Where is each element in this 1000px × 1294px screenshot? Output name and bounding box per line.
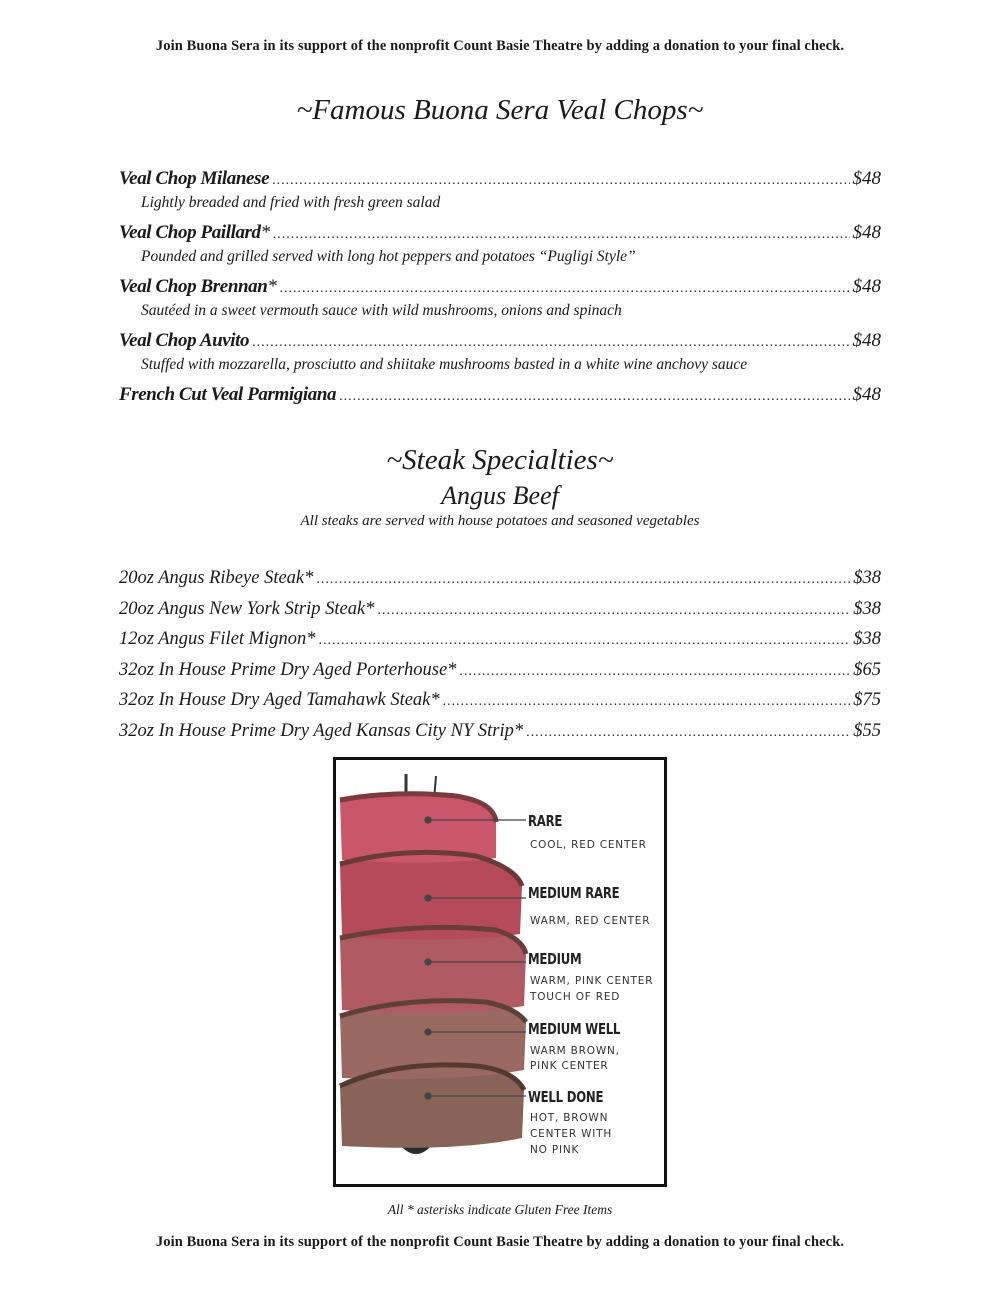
item-price: $48 — [852, 276, 881, 297]
item-name: Veal Chop Auvito — [119, 330, 250, 351]
item-description: Pounded and grilled served with long hot peppers and potatoes “Pugligi Style” — [141, 248, 636, 265]
doneness-desc-medium-well-2: PINK CENTER — [530, 1060, 609, 1072]
veal-section-title: ~Famous Buona Sera Veal Chops~ — [296, 94, 704, 126]
menu-item-veal-brennan — [119, 276, 881, 298]
donation-notice-top: Join Buona Sera in its support of the nonprofit Count Basie Theatre by adding a donation to your final check. — [155, 38, 845, 54]
gluten-free-asterisk: * — [260, 222, 270, 243]
doneness-desc-rare: COOL, RED CENTER — [530, 839, 647, 851]
steak-slices-illustration — [336, 760, 664, 1184]
dot-leader — [280, 281, 850, 297]
item-price: $48 — [852, 384, 881, 405]
steak-section-title: ~Steak Specialties~ — [386, 444, 614, 476]
doneness-label-well-done: WELL DONE — [528, 1088, 604, 1106]
doneness-desc-medium-rare: WARM, RED CENTER — [530, 915, 651, 927]
item-name: 32oz In House Prime Dry Aged Porterhouse* — [119, 660, 457, 680]
item-price: $38 — [853, 629, 881, 649]
donation-notice-bottom: Join Buona Sera in its support of the nonprofit Count Basie Theatre by adding a donation to your final check. — [155, 1234, 845, 1250]
steak-section-note: All steaks are served with house potatoes and seasoned vegetables — [300, 513, 700, 529]
doneness-label-medium: MEDIUM — [528, 950, 582, 968]
item-name: Veal Chop Brennan — [119, 276, 268, 297]
doneness-desc-medium-2: TOUCH OF RED — [530, 991, 621, 1003]
doneness-desc-medium-1: WARM, PINK CENTER — [530, 975, 654, 987]
item-name: Veal Chop Paillard — [119, 222, 261, 243]
dot-leader — [272, 173, 849, 189]
item-price: $48 — [852, 222, 881, 243]
item-description: Lightly breaded and fried with fresh green salad — [141, 194, 441, 211]
item-name: 32oz In House Dry Aged Tamahawk Steak* — [119, 690, 440, 710]
doneness-desc-well-done-1: HOT, BROWN — [530, 1112, 609, 1124]
item-name: 20oz Angus Ribeye Steak* — [119, 568, 314, 588]
menu-item-steak — [119, 690, 881, 711]
pointer-dot — [425, 817, 431, 823]
dot-leader — [526, 725, 850, 741]
menu-item-steak — [119, 660, 881, 681]
item-price: $75 — [853, 690, 881, 710]
item-price: $48 — [852, 168, 881, 189]
menu-item-steak — [119, 568, 881, 589]
dot-leader — [316, 572, 850, 588]
gluten-free-asterisk: * — [267, 276, 277, 297]
item-name: 12oz Angus Filet Mignon* — [119, 629, 316, 649]
steak-section-subtitle: Angus Beef — [441, 481, 559, 510]
item-name: French Cut Veal Parmigiana — [119, 384, 337, 405]
gluten-free-footnote: All * asterisks indicate Gluten Free Items — [387, 1202, 613, 1217]
dot-leader — [443, 694, 851, 710]
dot-leader — [318, 633, 850, 649]
dot-leader — [377, 603, 850, 619]
item-price: $38 — [853, 599, 881, 619]
item-price: $48 — [852, 330, 881, 351]
menu-item-veal-paillard — [119, 222, 881, 244]
menu-item-steak — [119, 721, 881, 742]
dot-leader — [459, 664, 850, 680]
doneness-desc-well-done-2: CENTER WITH — [530, 1128, 613, 1140]
item-name: 32oz In House Prime Dry Aged Kansas City NY Strip* — [119, 721, 524, 741]
dot-leader — [273, 227, 850, 243]
item-price: $55 — [853, 721, 881, 741]
steak-doneness-chart — [333, 757, 667, 1187]
item-name: 20oz Angus New York Strip Steak* — [119, 599, 375, 619]
item-price: $38 — [853, 568, 881, 588]
menu-item-veal-milanese — [119, 168, 881, 190]
item-price: $65 — [853, 660, 881, 680]
item-name: Veal Chop Milanese — [119, 168, 270, 189]
menu-item-steak — [119, 629, 881, 650]
pointer-dot — [425, 1093, 431, 1099]
doneness-label-rare: RARE — [528, 812, 563, 830]
menu-item-steak — [119, 599, 881, 620]
pointer-dot — [425, 959, 431, 965]
dot-leader — [339, 389, 849, 405]
doneness-desc-medium-well-1: WARM BROWN, — [530, 1045, 620, 1057]
doneness-desc-well-done-3: NO PINK — [530, 1144, 580, 1156]
doneness-label-medium-well: MEDIUM WELL — [528, 1020, 621, 1038]
menu-item-veal-parmigiana — [119, 384, 881, 406]
doneness-label-medium-rare: MEDIUM RARE — [528, 884, 620, 902]
item-description: Sautéed in a sweet vermouth sauce with wild mushrooms, onions and spinach — [141, 302, 622, 319]
dot-leader — [252, 335, 849, 351]
menu-item-veal-auvito — [119, 330, 881, 352]
pointer-dot — [425, 1029, 431, 1035]
pointer-dot — [425, 895, 431, 901]
item-description: Stuffed with mozzarella, prosciutto and shiitake mushrooms basted in a white wine anchovy sauce — [141, 356, 748, 373]
